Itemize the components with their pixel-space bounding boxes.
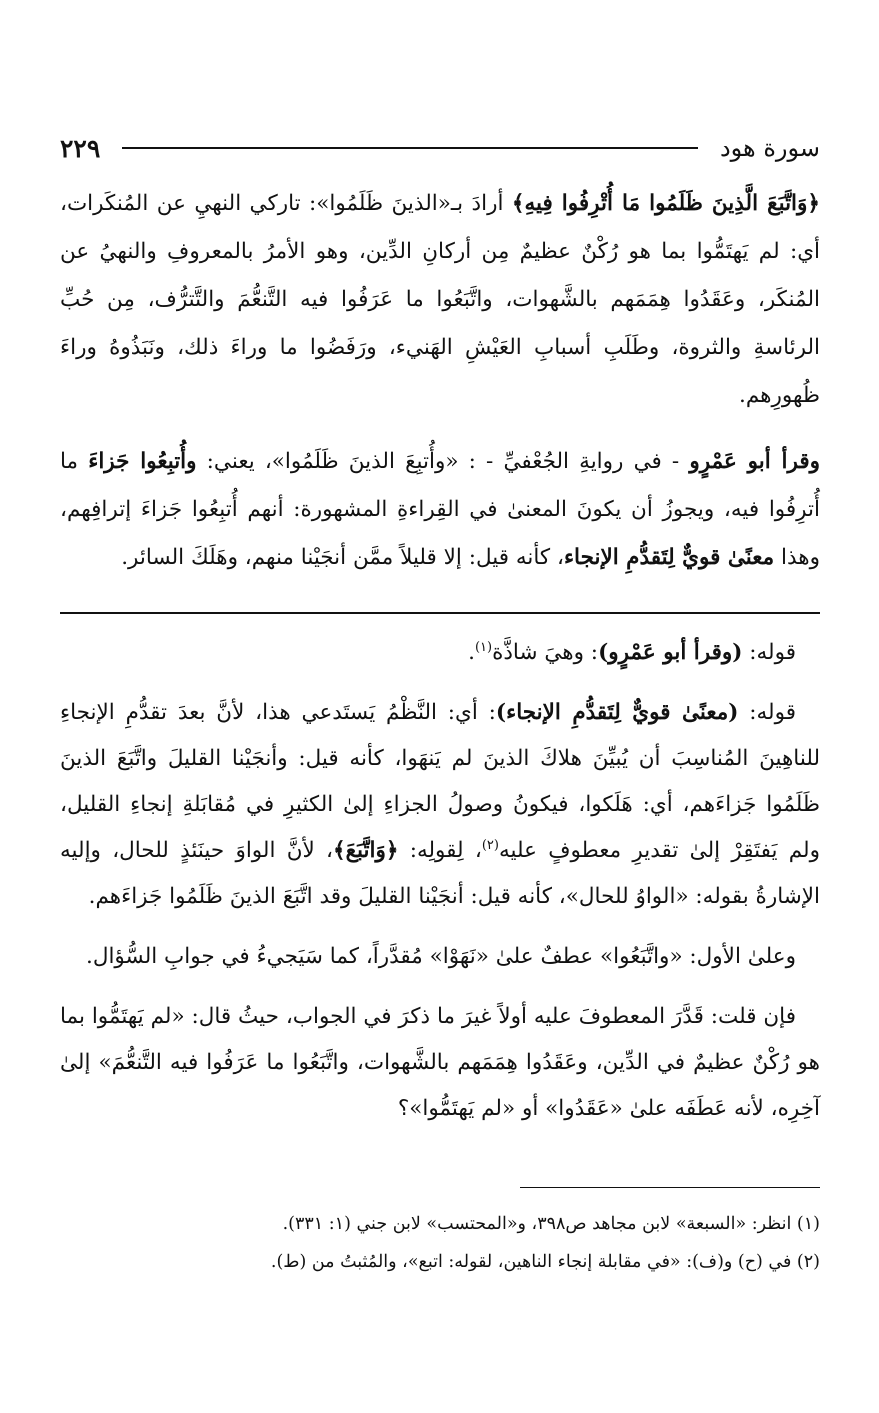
c1-end: . xyxy=(468,640,475,665)
commentary-paragraph-3 xyxy=(60,934,820,980)
commentary-paragraph-1 xyxy=(60,630,820,676)
main-text xyxy=(60,180,820,582)
c1-label: قوله: xyxy=(742,640,796,665)
section-divider xyxy=(60,612,820,614)
c1-bold: (وقرأ أبو عَمْرٍو) xyxy=(598,640,743,665)
commentary-paragraph-2 xyxy=(60,690,820,920)
main-paragraph-2 xyxy=(60,438,820,582)
main-p2-end: ، كأنه قيل: إلا قليلاً ممَّن أنجَيْنا منهم، وهَلَكَ السائر. xyxy=(121,545,564,570)
commentary-paragraph-4 xyxy=(60,994,820,1132)
footnote-2: (٢) في (ح) و(ف): «في مقابلة إنجاء الناهين، لقوله: اتبع»، والمُثبتُ من (ط). xyxy=(270,1252,820,1272)
header-rule xyxy=(122,147,698,149)
page-number: ٢٢٩ xyxy=(60,133,101,163)
footnotes xyxy=(60,1205,820,1281)
main-p1-text: أرادَ بـ«الذينَ ظَلَمُوا»: تاركي النهيِ عن المُنكَرات، أي: لم يَهتَمُّوا بما هو رُكْنٌ عظيمٌ مِن أركانِ الدِّين، وهو الأمرُ بالمعروفِ والنهيُ عن المُنكَر، وعَقَدُوا هِمَمَهم بالشَّهوات، واتَّبَعُوا ما عَرَفُوا فيه التَّنعُّمَ والتَّترُّف، مِن حُبِّ الرئاسةِ والثروة، وطَلَبِ أسبابِ العَيْشِ الهَنيء، ورَفَضُوا ما وراءَ ذلك، ونَبَذُوهُ وراءَ ظُهورِهم. xyxy=(60,191,820,408)
c2-label: قوله: xyxy=(738,700,796,725)
c2-quran: ﴿وَاتَّبَعَ﴾ xyxy=(332,838,399,863)
footnote-ref-1[interactable]: (١) xyxy=(474,639,493,655)
main-paragraph-1 xyxy=(60,180,820,420)
main-p2-bold2: وأُتبِعُوا جَزاءَ xyxy=(88,449,197,474)
main-p2-bold3: معنًىٰ قويٌّ لِتَقدُّمِ الإنجاء xyxy=(563,545,775,570)
main-p2-lead: وقرأ أبو عَمْرٍو xyxy=(689,449,820,474)
footnote-divider xyxy=(520,1187,820,1188)
c1-rest: : وهيَ شاذَّة xyxy=(492,640,599,665)
commentary xyxy=(60,630,820,1132)
c2-rest: : أي: النَّظْمُ يَستَدعي هذا، لأنَّ بعدَ تقدُّمِ الإنجاءِ للناهِينَ المُناسِبَ أن يُبيِّنَ هلاكَ الذينَ لم يَنهَوا، كأنه قيل: وأنجَيْنا القليلَ واتَّبَعَ الذينَ ظَلَمُوا جَزاءَهم، أي: هَلَكوا، فيكونُ وصولُ الجزاءِ إلىٰ الكثيرِ في مُقابَلةِ إنجاءِ القليل، ولم يَفتَقِرْ إلىٰ تقديرِ معطوفٍ عليه xyxy=(60,700,820,863)
c2-end: ، لأنَّ الواوَ حينَئذٍ للحال، وإليه الإشارةُ بقوله: «الواوُ للحال»، كأنه قيل: أنجَيْنا القليلَ وقد اتَّبَعَ الذينَ ظَلَمُوا جَزاءَهم. xyxy=(60,838,820,909)
c3-text: وعلىٰ الأول: «واتَّبَعُوا» عطفٌ علىٰ «نَهَوْا» مُقدَّراً، كما سَيَجيءُ في جوابِ السُّؤال. xyxy=(85,944,796,969)
footnote-ref-2[interactable]: (٢) xyxy=(481,837,499,853)
surah-name: سورة هود xyxy=(719,134,820,162)
main-p2-mid1: - في روايةِ الجُعْفيِّ - : «وأُتبِعَ الذينَ ظَلَمُوا»، يعني: xyxy=(196,449,690,474)
c2-rest2: ، لِقولِه: xyxy=(398,838,482,863)
c2-bold: (معنًىٰ قويٌّ لِتَقدُّمِ الإنجاء) xyxy=(495,700,739,725)
c4-text: فإن قلت: قَدَّرَ المعطوفَ عليه أولاً غيرَ ما ذكرَ في الجواب، حيثُ قال: «لم يَهتَمُّوا بما هو رُكْنٌ عظيمٌ في الدِّين، وعَقَدُوا هِمَمَهم بالشَّهوات، واتَّبَعُوا ما عَرَفُوا فيه التَّنعُّمَ» إلىٰ آخِرِه، لأنه عَطَفَه علىٰ «عَقَدُوا» أو «لم يَهتَمُّوا»؟ xyxy=(60,1004,820,1121)
page-header xyxy=(60,128,820,168)
main-p2-mid2: ما أُترِفُوا فيه، ويجوزُ أن يكونَ المعنىٰ في القِراءةِ المشهورة: أنهم أُتبِعُوا جَزاءَ إترافِهم، وهذا xyxy=(60,449,820,570)
quran-verse: ﴿وَاتَّبَعَ الَّذِينَ ظَلَمُوا مَا أُتْرِفُوا فِيهِ﴾ xyxy=(511,191,820,216)
footnote-1: (١) انظر: «السبعة» لابن مجاهد ص٣٩٨، و«المحتسب» لابن جني (١: ٣٣١). xyxy=(282,1214,820,1234)
